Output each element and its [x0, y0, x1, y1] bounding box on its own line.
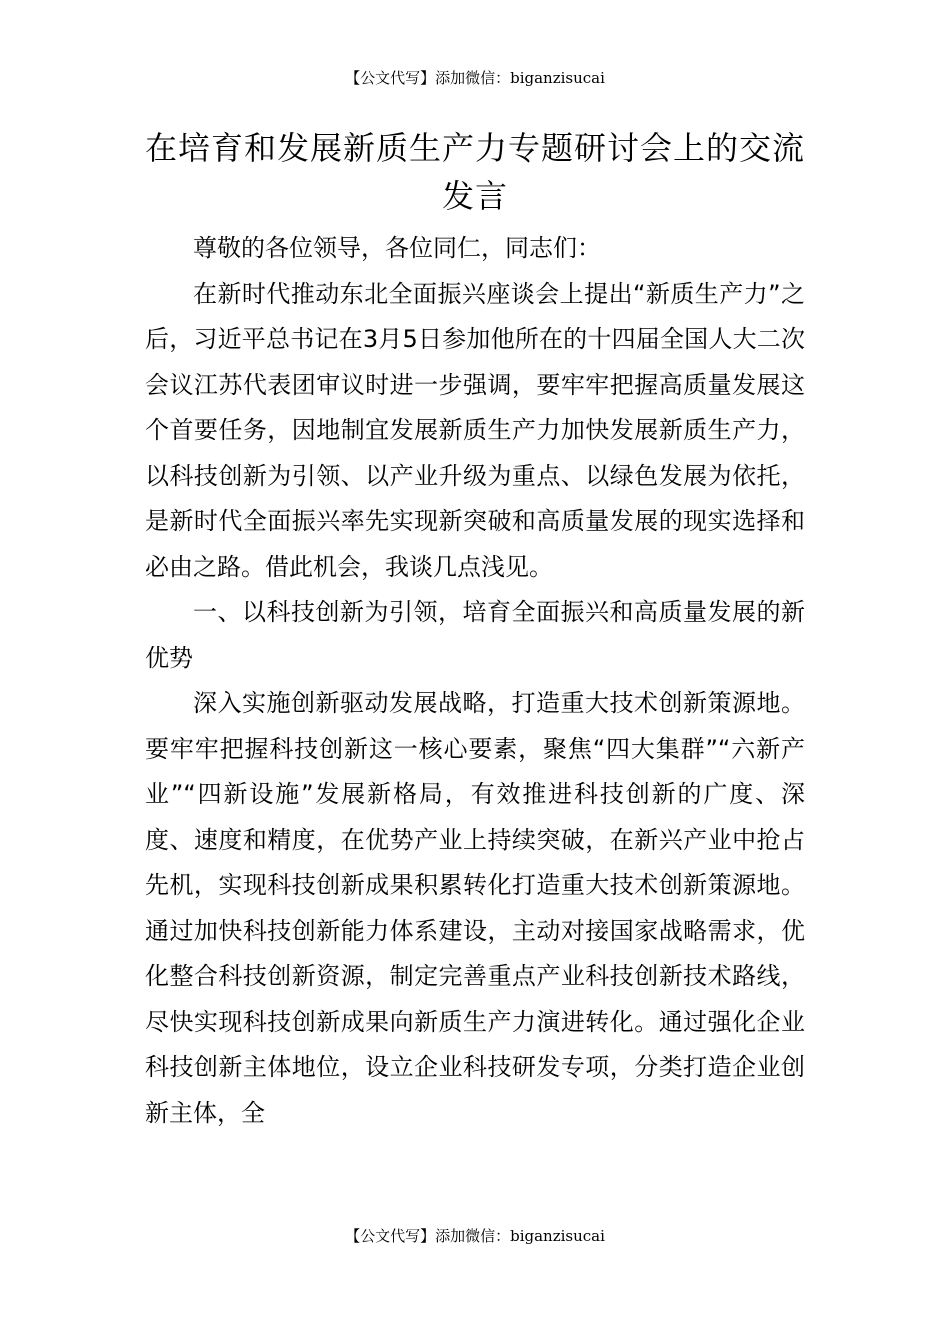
body-paragraph: 深入实施创新驱动发展战略，打造重大技术创新策源地。要牢牢把握科技创新这一核心要素，聚焦“四大集群”“六新产业”“四新设施”发展新格局，有效推进科技创新的广度、深度、速度和精度，在优势产业上持续突破，在新兴产业中抢占先机，实现科技创新成果积累转化打造重大技术创新策源地。通过加快科技创新能力体系建设，主动对接国家战略需求，优化整合科技创新资源，制定完善重点产业科技创新技术路线，尽快实现科技创新成果向新质生产力演进转化。通过强化企业科技创新主体地位，设立企业科技研发专项，分类打造企业创新主体，全	[145, 689, 805, 1127]
document-title: 在培育和发展新质生产力专题研讨会上的交流发言	[145, 129, 806, 215]
section-heading-1: 一、以科技创新为引领，培育全面振兴和高质量发展的新优势	[145, 598, 805, 672]
salutation-paragraph: 尊敬的各位领导，各位同仁，同志们：	[193, 234, 601, 262]
page-header-watermark: 【公文代写】添加微信：biganzisucai	[345, 69, 605, 87]
intro-paragraph: 在新时代推动东北全面振兴座谈会上提出“新质生产力”之后，习近平总书记在3月5日参加他所在的十四届全国人大二次会议江苏代表团审议时进一步强调，要牢牢把握高质量发展这个首要任务，因地制宜发展新质生产力加快发展新质生产力，以科技创新为引领、以产业升级为重点、以绿色发展为依托，是新时代全面振兴率先实现新突破和高质量发展的现实选择和必由之路。借此机会，我谈几点浅见。	[145, 279, 805, 581]
document-body	[145, 226, 805, 1136]
page-footer-watermark: 【公文代写】添加微信：biganzisucai	[345, 1227, 605, 1245]
